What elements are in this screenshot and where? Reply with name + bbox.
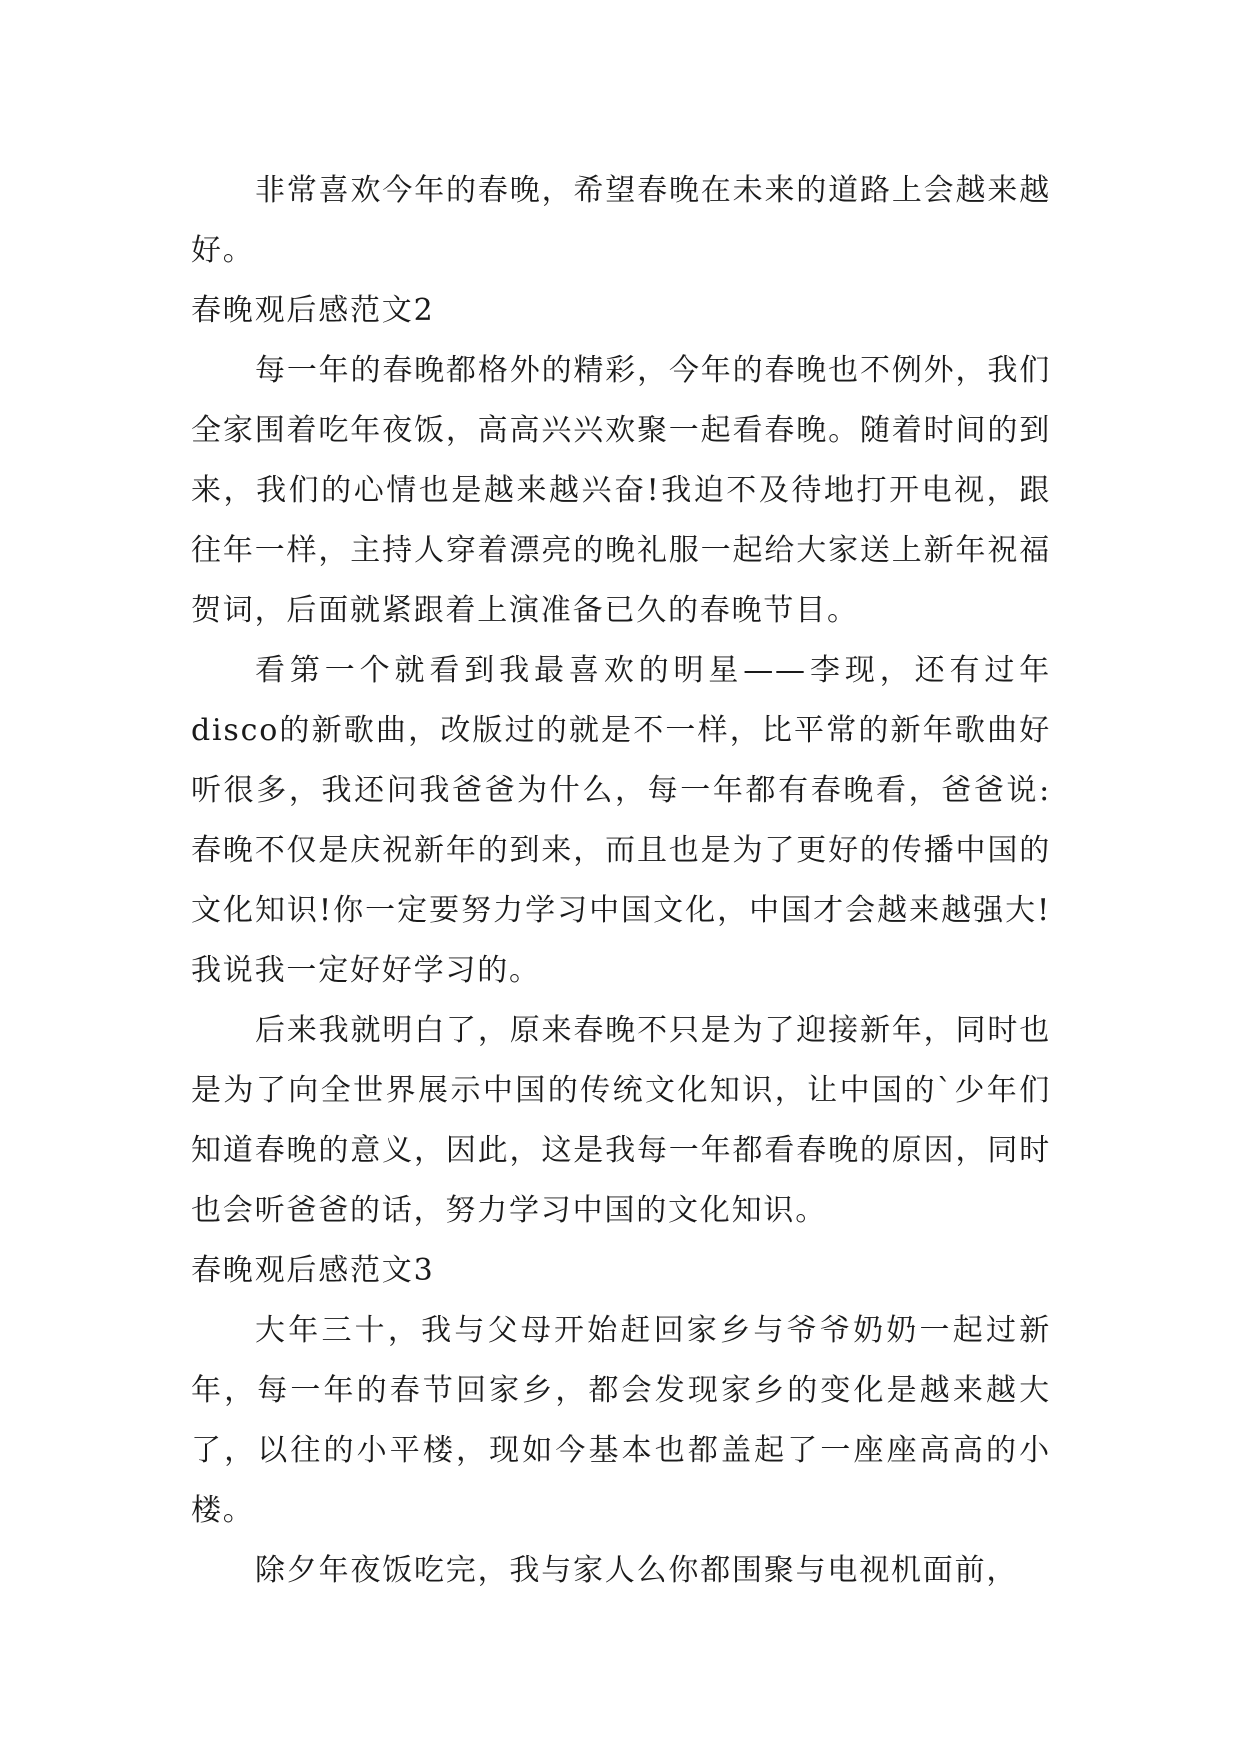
document-body [191, 161, 1051, 1601]
paragraph: 非常喜欢今年的春晚，希望春晚在未来的道路上会越来越好。 [191, 173, 1051, 268]
paragraph: 大年三十，我与父母开始赶回家乡与爷爷奶奶一起过新年，每一年的春节回家乡，都会发现家乡的变化是越来越大了，以往的小平楼，现如今基本也都盖起了一座座高高的小楼。 [191, 1313, 1051, 1528]
paragraph: 除夕年夜饭吃完，我与家人么你都围聚与电视机面前， [255, 1553, 1019, 1588]
paragraph: 后来我就明白了，原来春晚不只是为了迎接新年，同时也是为了向全世界展示中国的传统文化知识，让中国的`少年们知道春晚的意义，因此，这是我每一年都看春晚的原因，同时也会听爸爸的话，努力学习中国的文化知识。 [191, 1013, 1051, 1228]
paragraph: 每一年的春晚都格外的精彩，今年的春晚也不例外，我们全家围着吃年夜饭，高高兴兴欢聚一起看春晚。随着时间的到来，我们的心情也是越来越兴奋!我迫不及待地打开电视，跟往年一样，主持人穿着漂亮的晚礼服一起给大家送上新年祝福贺词，后面就紧跟着上演准备已久的春晚节目。 [191, 353, 1051, 628]
section-heading: 春晚观后感范文3 [191, 1253, 435, 1288]
section-heading: 春晚观后感范文2 [191, 293, 435, 328]
paragraph: 看第一个就看到我最喜欢的明星——李现，还有过年disco的新歌曲，改版过的就是不一样，比平常的新年歌曲好听很多，我还问我爸爸为什么，每一年都有春晚看，爸爸说:春晚不仅是庆祝新年的到来，而且也是为了更好的传播中国的文化知识!你一定要努力学习中国文化，中国才会越来越强大!我说我一定好好学习的。 [191, 653, 1051, 988]
